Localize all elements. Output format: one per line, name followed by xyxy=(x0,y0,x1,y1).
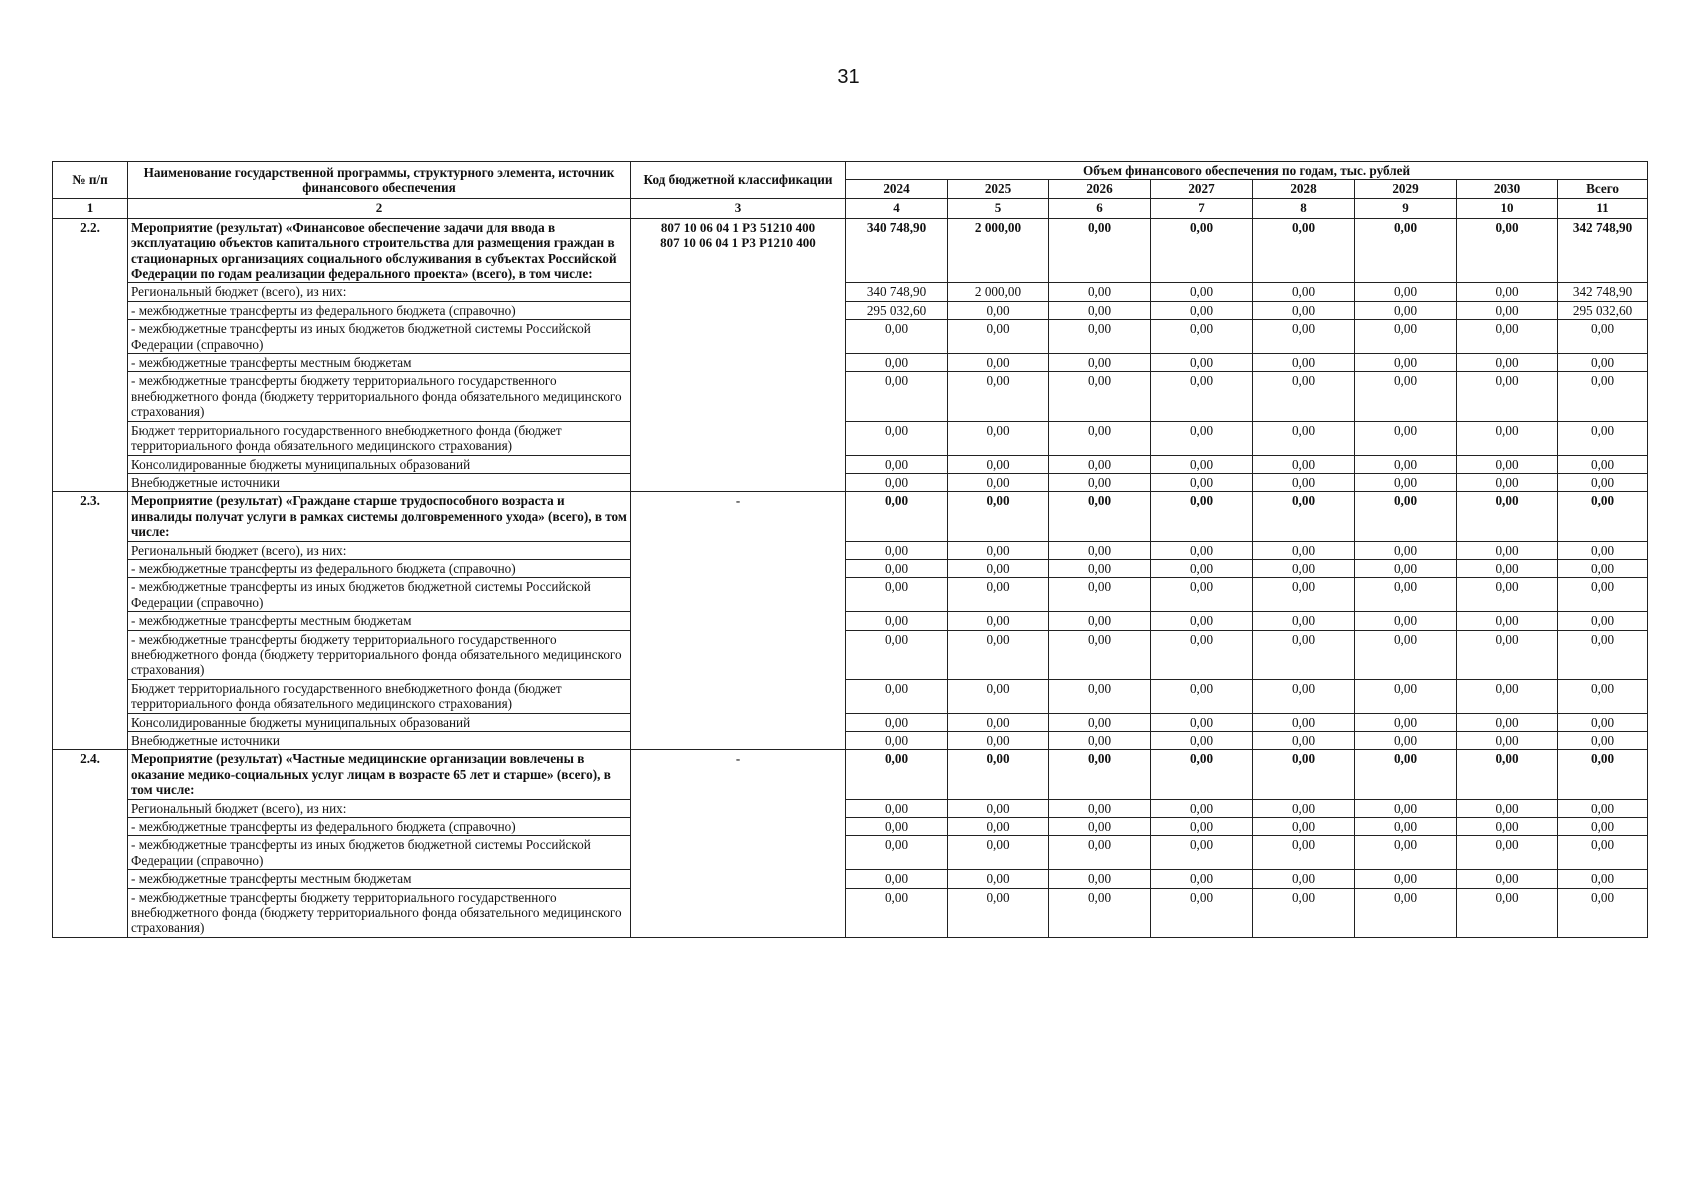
year-value: 0,00 xyxy=(1253,354,1355,372)
year-value: 0,00 xyxy=(846,750,948,799)
year-value: 0,00 xyxy=(1151,630,1253,679)
header-code: Код бюджетной классификации xyxy=(631,162,846,199)
year-value: 0,00 xyxy=(1457,612,1558,630)
year-value: 0,00 xyxy=(1457,732,1558,750)
year-value: 2 000,00 xyxy=(948,283,1049,301)
year-value: 0,00 xyxy=(1049,630,1151,679)
financing-table xyxy=(52,161,1648,938)
year-value: 0,00 xyxy=(1457,283,1558,301)
year-value: 0,00 xyxy=(1457,541,1558,559)
year-value: 0,00 xyxy=(1049,818,1151,836)
total-value: 0,00 xyxy=(1558,750,1648,799)
header-volume: Объем финансового обеспечения по годам, тыс. рублей xyxy=(846,162,1648,180)
year-value: 0,00 xyxy=(1151,320,1253,354)
year-value: 0,00 xyxy=(1457,836,1558,870)
budget-code: - xyxy=(631,750,846,937)
year-value: 0,00 xyxy=(1457,218,1558,283)
year-value: 0,00 xyxy=(1049,836,1151,870)
year-value: 0,00 xyxy=(846,713,948,731)
year-value: 0,00 xyxy=(948,372,1049,421)
column-number: 9 xyxy=(1355,198,1457,218)
column-number: 3 xyxy=(631,198,846,218)
year-value: 0,00 xyxy=(1151,421,1253,455)
source-label: - межбюджетные трансферты местным бюджетам xyxy=(128,354,631,372)
year-value: 0,00 xyxy=(1151,870,1253,888)
year-value: 0,00 xyxy=(1457,492,1558,541)
year-value: 0,00 xyxy=(1151,492,1253,541)
total-value: 0,00 xyxy=(1558,870,1648,888)
year-value: 0,00 xyxy=(1457,578,1558,612)
source-row xyxy=(53,421,1648,455)
year-value: 0,00 xyxy=(1253,578,1355,612)
total-value: 0,00 xyxy=(1558,836,1648,870)
section-title: Мероприятие (результат) «Частные медицинские организации вовлечены в оказание медико-социальных услуг лицам в возрасте 65 лет и старше» (всего), в том числе: xyxy=(128,750,631,799)
year-value: 0,00 xyxy=(948,888,1049,937)
year-value: 0,00 xyxy=(1355,713,1457,731)
year-value: 0,00 xyxy=(1253,732,1355,750)
year-value: 0,00 xyxy=(1355,679,1457,713)
year-value: 0,00 xyxy=(1457,818,1558,836)
column-number: 7 xyxy=(1151,198,1253,218)
year-value: 0,00 xyxy=(846,455,948,473)
year-value: 0,00 xyxy=(948,612,1049,630)
header-total: Всего xyxy=(1558,180,1648,198)
year-value: 0,00 xyxy=(948,679,1049,713)
year-value: 0,00 xyxy=(1355,218,1457,283)
column-number: 6 xyxy=(1049,198,1151,218)
year-value: 0,00 xyxy=(948,473,1049,491)
year-value: 0,00 xyxy=(1151,612,1253,630)
year-value: 0,00 xyxy=(1355,283,1457,301)
year-value: 0,00 xyxy=(1253,630,1355,679)
source-label: Региональный бюджет (всего), из них: xyxy=(128,541,631,559)
year-value: 0,00 xyxy=(846,492,948,541)
year-value: 0,00 xyxy=(1457,455,1558,473)
year-value: 0,00 xyxy=(1457,372,1558,421)
header-year: 2027 xyxy=(1151,180,1253,198)
column-number: 8 xyxy=(1253,198,1355,218)
total-value: 0,00 xyxy=(1558,888,1648,937)
year-value: 0,00 xyxy=(1457,559,1558,577)
year-value: 0,00 xyxy=(1355,320,1457,354)
year-value: 0,00 xyxy=(846,818,948,836)
year-value: 0,00 xyxy=(1253,372,1355,421)
year-value: 0,00 xyxy=(1049,888,1151,937)
year-value: 0,00 xyxy=(1049,750,1151,799)
year-value: 0,00 xyxy=(1253,888,1355,937)
header-year: 2029 xyxy=(1355,180,1457,198)
year-value: 0,00 xyxy=(1151,679,1253,713)
source-label: - межбюджетные трансферты из федерального бюджета (справочно) xyxy=(128,559,631,577)
total-value: 0,00 xyxy=(1558,473,1648,491)
year-value: 0,00 xyxy=(1253,870,1355,888)
year-value: 0,00 xyxy=(1253,492,1355,541)
year-value: 0,00 xyxy=(1457,630,1558,679)
year-value: 0,00 xyxy=(1049,541,1151,559)
total-value: 0,00 xyxy=(1558,354,1648,372)
year-value: 0,00 xyxy=(1457,799,1558,817)
source-label: - межбюджетные трансферты бюджету территориального государственного внебюджетного фонда (бюджету территориального фонда обязательного медицинского страхования) xyxy=(128,372,631,421)
source-label: - межбюджетные трансферты из иных бюджетов бюджетной системы Российской Федерации (справочно) xyxy=(128,578,631,612)
year-value: 0,00 xyxy=(1355,818,1457,836)
header-name: Наименование государственной программы, структурного элемента, источник финансового обеспечения xyxy=(128,162,631,199)
source-label: - межбюджетные трансферты из федерального бюджета (справочно) xyxy=(128,818,631,836)
column-number: 5 xyxy=(948,198,1049,218)
section-index: 2.4. xyxy=(53,750,128,937)
section-index: 2.2. xyxy=(53,218,128,492)
year-value: 0,00 xyxy=(948,455,1049,473)
year-value: 0,00 xyxy=(1457,888,1558,937)
source-row xyxy=(53,679,1648,713)
year-value: 0,00 xyxy=(846,836,948,870)
year-value: 295 032,60 xyxy=(846,301,948,319)
header-num: № п/п xyxy=(53,162,128,199)
column-number: 2 xyxy=(128,198,631,218)
source-row xyxy=(53,578,1648,612)
year-value: 0,00 xyxy=(1457,713,1558,731)
year-value: 0,00 xyxy=(948,320,1049,354)
page-number: 31 xyxy=(837,66,860,88)
source-label: - межбюджетные трансферты местным бюджетам xyxy=(128,612,631,630)
year-value: 0,00 xyxy=(846,870,948,888)
year-value: 0,00 xyxy=(1355,372,1457,421)
year-value: 0,00 xyxy=(846,888,948,937)
year-value: 0,00 xyxy=(1253,836,1355,870)
year-value: 0,00 xyxy=(1355,630,1457,679)
year-value: 0,00 xyxy=(1253,713,1355,731)
year-value: 0,00 xyxy=(948,559,1049,577)
column-number: 1 xyxy=(53,198,128,218)
year-value: 0,00 xyxy=(948,713,1049,731)
year-value: 0,00 xyxy=(1355,559,1457,577)
year-value: 0,00 xyxy=(1049,283,1151,301)
header-year: 2028 xyxy=(1253,180,1355,198)
source-row xyxy=(53,455,1648,473)
year-value: 0,00 xyxy=(1151,578,1253,612)
year-value: 0,00 xyxy=(1049,301,1151,319)
header-year: 2026 xyxy=(1049,180,1151,198)
year-value: 0,00 xyxy=(1457,320,1558,354)
year-value: 0,00 xyxy=(1355,836,1457,870)
year-value: 0,00 xyxy=(1151,559,1253,577)
year-value: 0,00 xyxy=(1049,559,1151,577)
budget-code: - xyxy=(631,492,846,750)
year-value: 0,00 xyxy=(1355,732,1457,750)
source-label: Консолидированные бюджеты муниципальных образований xyxy=(128,713,631,731)
year-value: 0,00 xyxy=(948,301,1049,319)
source-label: - межбюджетные трансферты бюджету территориального государственного внебюджетного фонда (бюджету территориального фонда обязательного медицинского страхования) xyxy=(128,630,631,679)
column-number: 10 xyxy=(1457,198,1558,218)
source-row xyxy=(53,836,1648,870)
source-label: Внебюджетные источники xyxy=(128,473,631,491)
header-year: 2025 xyxy=(948,180,1049,198)
budget-code: 807 10 06 04 1 Р3 51210 400 807 10 06 04 1 Р3 Р1210 400 xyxy=(631,218,846,492)
total-value: 0,00 xyxy=(1558,320,1648,354)
source-row xyxy=(53,320,1648,354)
source-row xyxy=(53,799,1648,817)
year-value: 0,00 xyxy=(1151,732,1253,750)
total-value: 0,00 xyxy=(1558,612,1648,630)
year-value: 0,00 xyxy=(948,870,1049,888)
source-label: - межбюджетные трансферты местным бюджетам xyxy=(128,870,631,888)
year-value: 0,00 xyxy=(846,372,948,421)
total-value: 0,00 xyxy=(1558,799,1648,817)
year-value: 0,00 xyxy=(1355,870,1457,888)
year-value: 0,00 xyxy=(948,578,1049,612)
year-value: 0,00 xyxy=(1253,473,1355,491)
source-row xyxy=(53,559,1648,577)
year-value: 0,00 xyxy=(1253,283,1355,301)
year-value: 0,00 xyxy=(1049,679,1151,713)
source-label: - межбюджетные трансферты из федерального бюджета (справочно) xyxy=(128,301,631,319)
year-value: 0,00 xyxy=(1049,354,1151,372)
year-value: 0,00 xyxy=(1151,818,1253,836)
year-value: 0,00 xyxy=(1457,870,1558,888)
year-value: 0,00 xyxy=(846,541,948,559)
section-index: 2.3. xyxy=(53,492,128,750)
total-value: 0,00 xyxy=(1558,372,1648,421)
source-row xyxy=(53,372,1648,421)
year-value: 0,00 xyxy=(948,836,1049,870)
year-value: 0,00 xyxy=(1151,541,1253,559)
source-label: Региональный бюджет (всего), из них: xyxy=(128,283,631,301)
header-year: 2024 xyxy=(846,180,948,198)
year-value: 0,00 xyxy=(1049,870,1151,888)
section-title: Мероприятие (результат) «Финансовое обеспечение задачи для ввода в эксплуатацию объектов капитального строительства для размещения граждан в стационарных организациях социального обслуживания в субъектах Российской Федерации по годам реализации федерального проекта» (всего), в том числе: xyxy=(128,218,631,283)
source-row xyxy=(53,301,1648,319)
year-value: 0,00 xyxy=(1355,578,1457,612)
total-value: 0,00 xyxy=(1558,732,1648,750)
total-value: 295 032,60 xyxy=(1558,301,1648,319)
total-value: 0,00 xyxy=(1558,455,1648,473)
year-value: 0,00 xyxy=(1457,421,1558,455)
year-value: 0,00 xyxy=(1049,473,1151,491)
year-value: 0,00 xyxy=(1049,421,1151,455)
source-row xyxy=(53,888,1648,937)
source-label: - межбюджетные трансферты из иных бюджетов бюджетной системы Российской Федерации (справочно) xyxy=(128,836,631,870)
section-row xyxy=(53,750,1648,799)
year-value: 0,00 xyxy=(1253,559,1355,577)
source-row xyxy=(53,732,1648,750)
year-value: 0,00 xyxy=(1355,473,1457,491)
source-label: - межбюджетные трансферты бюджету территориального государственного внебюджетного фонда (бюджету территориального фонда обязательного медицинского страхования) xyxy=(128,888,631,937)
total-value: 0,00 xyxy=(1558,421,1648,455)
year-value: 0,00 xyxy=(948,421,1049,455)
year-value: 0,00 xyxy=(1151,354,1253,372)
year-value: 0,00 xyxy=(1355,750,1457,799)
year-value: 0,00 xyxy=(948,541,1049,559)
year-value: 0,00 xyxy=(1355,421,1457,455)
year-value: 340 748,90 xyxy=(846,218,948,283)
source-label: Бюджет территориального государственного внебюджетного фонда (бюджет территориального фонда обязательного медицинского страхования) xyxy=(128,421,631,455)
source-row xyxy=(53,870,1648,888)
year-value: 0,00 xyxy=(1253,320,1355,354)
source-row xyxy=(53,630,1648,679)
year-value: 0,00 xyxy=(1253,301,1355,319)
year-value: 0,00 xyxy=(1355,799,1457,817)
total-value: 342 748,90 xyxy=(1558,218,1648,283)
year-value: 0,00 xyxy=(1457,301,1558,319)
year-value: 0,00 xyxy=(1355,612,1457,630)
year-value: 0,00 xyxy=(948,750,1049,799)
year-value: 0,00 xyxy=(1355,492,1457,541)
year-value: 0,00 xyxy=(1049,612,1151,630)
source-row xyxy=(53,612,1648,630)
year-value: 0,00 xyxy=(1253,799,1355,817)
source-label: - межбюджетные трансферты из иных бюджетов бюджетной системы Российской Федерации (справочно) xyxy=(128,320,631,354)
total-value: 0,00 xyxy=(1558,492,1648,541)
total-value: 0,00 xyxy=(1558,679,1648,713)
column-numbers-row xyxy=(53,198,1648,218)
year-value: 0,00 xyxy=(1151,713,1253,731)
year-value: 0,00 xyxy=(1151,799,1253,817)
year-value: 0,00 xyxy=(1049,372,1151,421)
source-row xyxy=(53,473,1648,491)
column-number: 11 xyxy=(1558,198,1648,218)
year-value: 0,00 xyxy=(1151,473,1253,491)
year-value: 0,00 xyxy=(1355,301,1457,319)
source-label: Региональный бюджет (всего), из них: xyxy=(128,799,631,817)
year-value: 0,00 xyxy=(1049,732,1151,750)
year-value: 0,00 xyxy=(1355,455,1457,473)
year-value: 0,00 xyxy=(846,679,948,713)
total-value: 0,00 xyxy=(1558,541,1648,559)
year-value: 2 000,00 xyxy=(948,218,1049,283)
year-value: 0,00 xyxy=(1253,421,1355,455)
year-value: 0,00 xyxy=(846,612,948,630)
year-value: 0,00 xyxy=(1049,218,1151,283)
year-value: 0,00 xyxy=(1049,492,1151,541)
year-value: 0,00 xyxy=(846,799,948,817)
section-row xyxy=(53,492,1648,541)
year-value: 0,00 xyxy=(1253,612,1355,630)
source-row xyxy=(53,541,1648,559)
year-value: 0,00 xyxy=(1049,455,1151,473)
year-value: 0,00 xyxy=(1151,836,1253,870)
year-value: 0,00 xyxy=(1457,473,1558,491)
year-value: 340 748,90 xyxy=(846,283,948,301)
year-value: 0,00 xyxy=(1253,541,1355,559)
year-value: 0,00 xyxy=(1151,283,1253,301)
year-value: 0,00 xyxy=(948,492,1049,541)
section-row xyxy=(53,218,1648,283)
year-value: 0,00 xyxy=(846,421,948,455)
year-value: 0,00 xyxy=(1049,713,1151,731)
year-value: 0,00 xyxy=(1253,679,1355,713)
year-value: 0,00 xyxy=(1457,354,1558,372)
year-value: 0,00 xyxy=(1151,301,1253,319)
year-value: 0,00 xyxy=(1253,750,1355,799)
source-row xyxy=(53,713,1648,731)
year-value: 0,00 xyxy=(1049,799,1151,817)
header-year: 2030 xyxy=(1457,180,1558,198)
total-value: 342 748,90 xyxy=(1558,283,1648,301)
year-value: 0,00 xyxy=(948,630,1049,679)
source-row xyxy=(53,354,1648,372)
source-label: Внебюджетные источники xyxy=(128,732,631,750)
section-title: Мероприятие (результат) «Граждане старше трудоспособного возраста и инвалиды получат услуги в рамках системы долговременного ухода» (всего), в том числе: xyxy=(128,492,631,541)
year-value: 0,00 xyxy=(1253,218,1355,283)
year-value: 0,00 xyxy=(846,630,948,679)
source-row xyxy=(53,818,1648,836)
year-value: 0,00 xyxy=(1049,320,1151,354)
total-value: 0,00 xyxy=(1558,818,1648,836)
year-value: 0,00 xyxy=(948,732,1049,750)
year-value: 0,00 xyxy=(1355,888,1457,937)
year-value: 0,00 xyxy=(1355,541,1457,559)
year-value: 0,00 xyxy=(846,732,948,750)
year-value: 0,00 xyxy=(1151,750,1253,799)
year-value: 0,00 xyxy=(1253,818,1355,836)
year-value: 0,00 xyxy=(1049,578,1151,612)
year-value: 0,00 xyxy=(1151,455,1253,473)
year-value: 0,00 xyxy=(1151,372,1253,421)
year-value: 0,00 xyxy=(948,799,1049,817)
column-number: 4 xyxy=(846,198,948,218)
year-value: 0,00 xyxy=(1457,679,1558,713)
source-row xyxy=(53,283,1648,301)
year-value: 0,00 xyxy=(1151,218,1253,283)
year-value: 0,00 xyxy=(846,559,948,577)
year-value: 0,00 xyxy=(1355,354,1457,372)
year-value: 0,00 xyxy=(1457,750,1558,799)
total-value: 0,00 xyxy=(1558,630,1648,679)
total-value: 0,00 xyxy=(1558,713,1648,731)
year-value: 0,00 xyxy=(846,320,948,354)
year-value: 0,00 xyxy=(846,578,948,612)
year-value: 0,00 xyxy=(948,354,1049,372)
total-value: 0,00 xyxy=(1558,578,1648,612)
source-label: Консолидированные бюджеты муниципальных образований xyxy=(128,455,631,473)
total-value: 0,00 xyxy=(1558,559,1648,577)
year-value: 0,00 xyxy=(948,818,1049,836)
year-value: 0,00 xyxy=(846,354,948,372)
year-value: 0,00 xyxy=(1151,888,1253,937)
year-value: 0,00 xyxy=(846,473,948,491)
source-label: Бюджет территориального государственного внебюджетного фонда (бюджет территориального фонда обязательного медицинского страхования) xyxy=(128,679,631,713)
year-value: 0,00 xyxy=(1253,455,1355,473)
